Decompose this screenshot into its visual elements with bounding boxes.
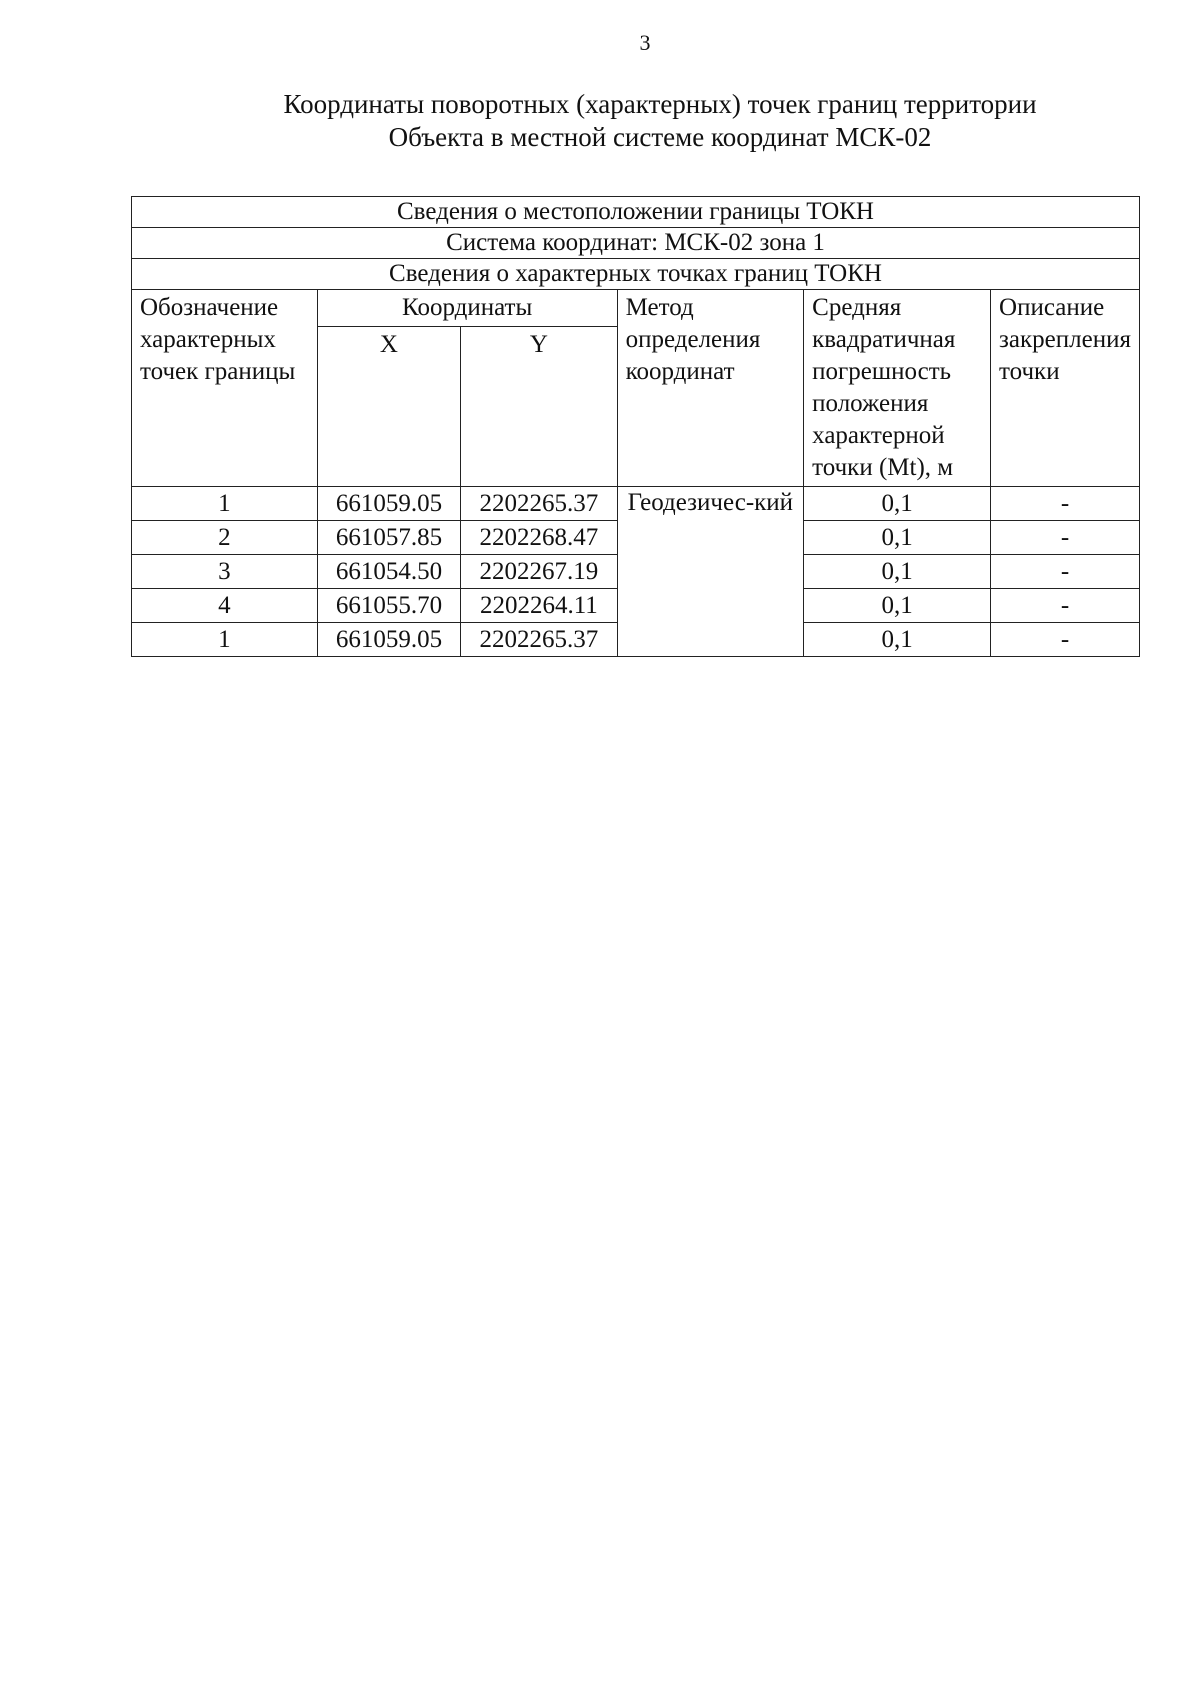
description-cell: - — [991, 487, 1140, 521]
table-row — [132, 487, 1140, 521]
header-y: Y — [461, 327, 617, 487]
y-cell: 2202267.19 — [461, 555, 617, 589]
description-cell: - — [991, 521, 1140, 555]
title-line-2: Объекта в местной системе координат МСК-02 — [388, 122, 932, 152]
header-description: Описание закрепления точки — [991, 290, 1140, 487]
x-cell: 661057.85 — [317, 521, 460, 555]
x-cell: 661059.05 — [317, 487, 460, 521]
y-cell: 2202268.47 — [461, 521, 617, 555]
y-cell: 2202265.37 — [461, 623, 617, 657]
method-cell: Геодезичес-кий — [617, 487, 804, 657]
section-title-cell: Сведения о местоположении границы ТОКН — [132, 197, 1140, 228]
description-cell: - — [991, 555, 1140, 589]
description-cell: - — [991, 589, 1140, 623]
accuracy-cell: 0,1 — [804, 623, 991, 657]
points-title-cell: Сведения о характерных точках границ ТОКН — [132, 259, 1140, 290]
point-cell: 4 — [132, 589, 318, 623]
header-method: Метод определения координат — [617, 290, 804, 487]
y-cell: 2202265.37 — [461, 487, 617, 521]
document-title — [230, 88, 1090, 154]
point-cell: 2 — [132, 521, 318, 555]
header-accuracy: Средняя квадратичная погрешность положения характерной точки (Mt), м — [804, 290, 991, 487]
x-cell: 661055.70 — [317, 589, 460, 623]
header-coordinates: Координаты — [317, 290, 617, 327]
accuracy-cell: 0,1 — [804, 589, 991, 623]
y-cell: 2202264.11 — [461, 589, 617, 623]
coordinate-system-cell: Система координат: МСК-02 зона 1 — [132, 228, 1140, 259]
point-cell: 1 — [132, 623, 318, 657]
accuracy-cell: 0,1 — [804, 555, 991, 589]
x-cell: 661054.50 — [317, 555, 460, 589]
page-number: 3 — [639, 30, 651, 55]
title-line-1: Координаты поворотных (характерных) точек границ территории — [283, 89, 1037, 119]
x-cell: 661059.05 — [317, 623, 460, 657]
point-cell: 1 — [132, 487, 318, 521]
header-point-designation: Обозначение характерных точек границы — [132, 290, 318, 487]
header-x: X — [317, 327, 460, 487]
accuracy-cell: 0,1 — [804, 521, 991, 555]
point-cell: 3 — [132, 555, 318, 589]
boundary-points-table — [131, 196, 1140, 657]
accuracy-cell: 0,1 — [804, 487, 991, 521]
description-cell: - — [991, 623, 1140, 657]
